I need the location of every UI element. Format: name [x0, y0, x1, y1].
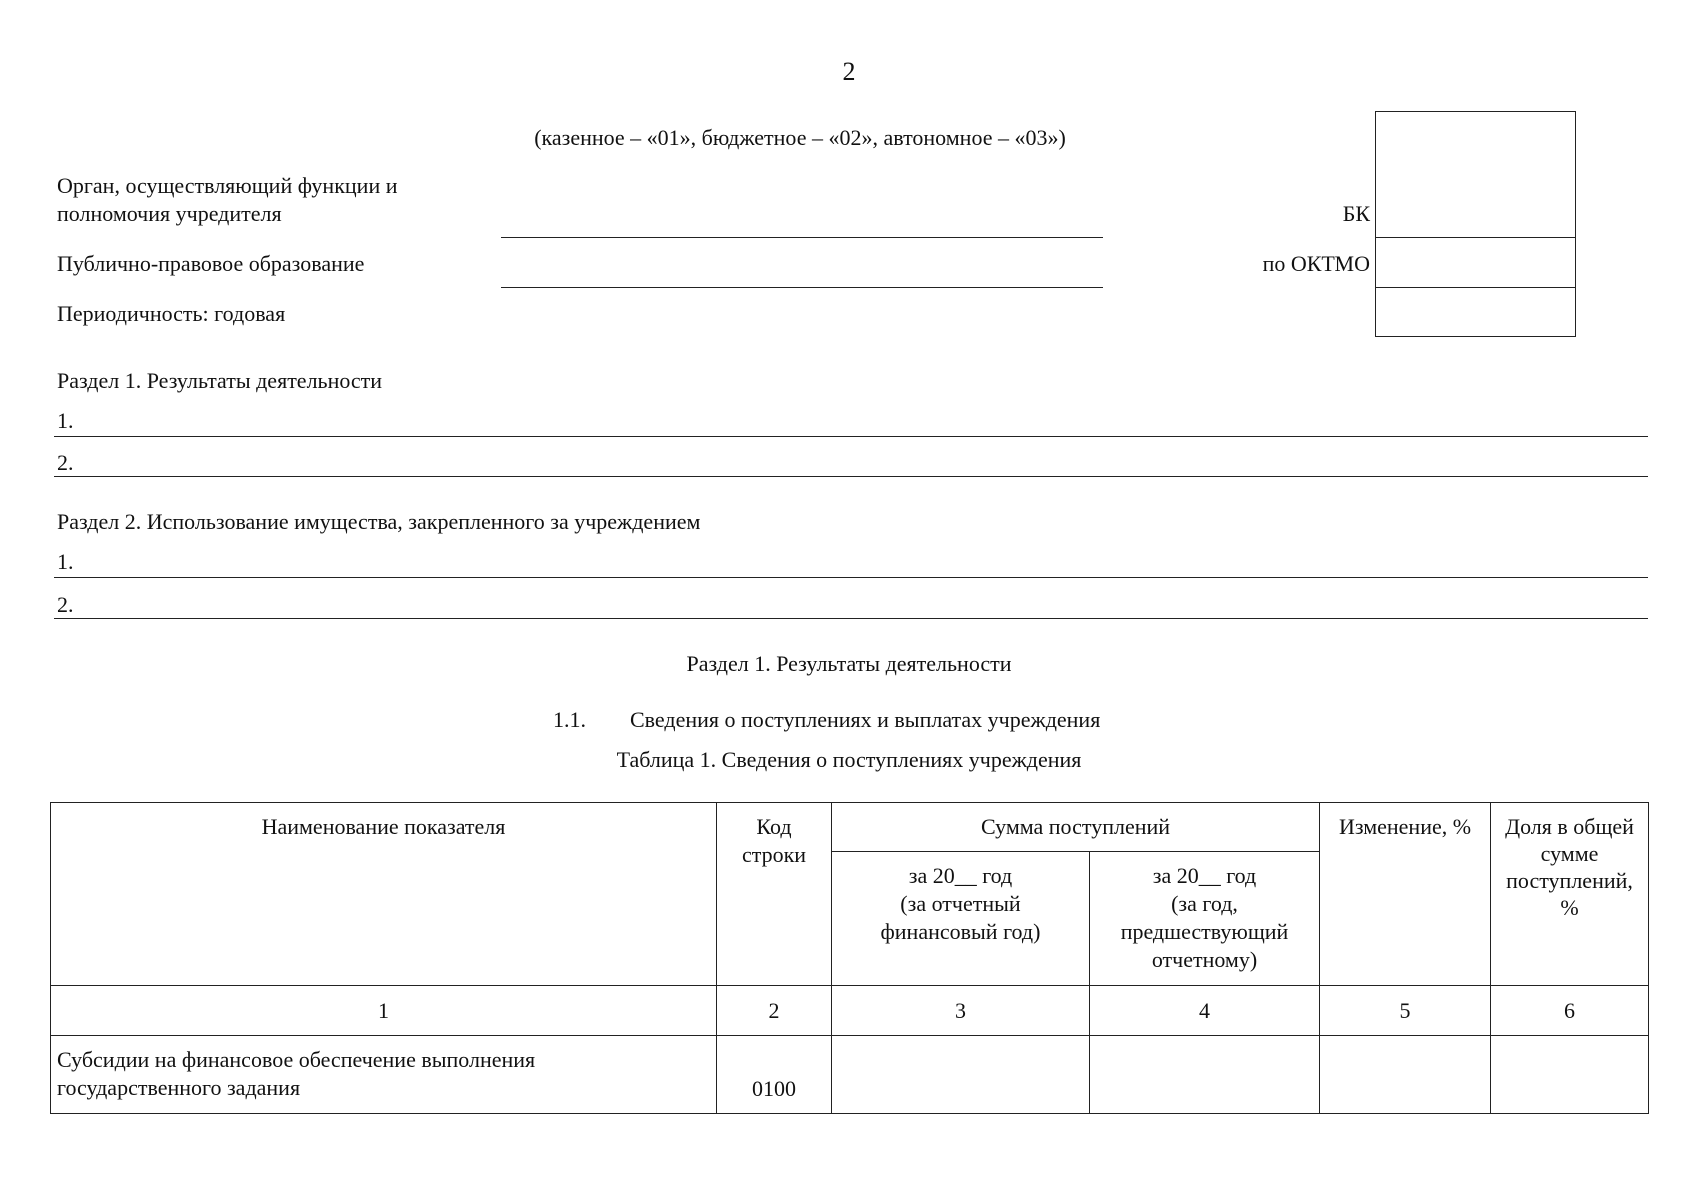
header-previous-year-line: за 20__ год: [1152, 863, 1257, 888]
row-previous-year-cell[interactable]: [1090, 1036, 1320, 1114]
contents-section1-item: 2.: [57, 450, 74, 475]
column-number: 6: [1491, 986, 1649, 1036]
header-change: [1320, 803, 1491, 986]
row-name-cell: [51, 1036, 717, 1114]
code-box-divider: [1376, 237, 1575, 238]
founder-label-line1: Орган, осуществляющий функции и: [57, 173, 398, 198]
founder-input-line[interactable]: [501, 237, 1103, 238]
founder-label-line2: полномочия учредителя: [57, 201, 282, 226]
bk-code-label: БК: [1342, 201, 1370, 226]
header-previous-year-line: (за год,: [1171, 891, 1238, 916]
column-number: 3: [832, 986, 1090, 1036]
contents-section1-item: 1.: [57, 408, 74, 433]
contents-line: [54, 577, 1648, 578]
row-code-cell: 0100: [717, 1036, 832, 1114]
contents-line: [54, 436, 1648, 437]
header-share-line: Доля в общей: [1505, 814, 1634, 839]
header-previous-year: [1090, 852, 1320, 986]
column-number: 5: [1320, 986, 1491, 1036]
header-code: [717, 803, 832, 986]
table-caption: Таблица 1. Сведения о поступлениях учреждения: [616, 747, 1082, 772]
column-number: 1: [51, 986, 717, 1036]
header-change-text: Изменение, %: [1338, 814, 1472, 839]
header-code-line: Код: [756, 814, 792, 839]
contents-line: [54, 618, 1648, 619]
row-name-line: Субсидии на финансовое обеспечение выполнения: [57, 1047, 536, 1072]
page-number: 2: [842, 57, 856, 86]
row-name-line: государственного задания: [57, 1075, 301, 1100]
header-sum-text: Сумма поступлений: [980, 814, 1171, 839]
code-box: [1375, 111, 1576, 337]
receipts-table: [50, 802, 1649, 1114]
contents-section2-item: 1.: [57, 549, 74, 574]
header-share: [1491, 803, 1649, 986]
contents-section2-item: 2.: [57, 592, 74, 617]
row-current-year-cell[interactable]: [832, 1036, 1090, 1114]
header-sum: [832, 803, 1320, 852]
header-previous-year-line: отчетному): [1151, 947, 1258, 972]
contents-line: [54, 476, 1648, 477]
oktmo-code-label: по ОКТМО: [1262, 251, 1370, 276]
contents-section1-title: Раздел 1. Результаты деятельности: [57, 368, 383, 393]
header-code-line: строки: [741, 842, 807, 867]
periodicity-label: Периодичность: годовая: [57, 301, 286, 326]
subsection-number: 1.1.: [553, 707, 586, 732]
municipality-input-line[interactable]: [501, 287, 1103, 288]
row-share-cell[interactable]: [1491, 1036, 1649, 1114]
header-current-year: [832, 852, 1090, 986]
header-share-line: поступлений,: [1506, 868, 1633, 893]
row-change-cell[interactable]: [1320, 1036, 1491, 1114]
contents-section2-title: Раздел 2. Использование имущества, закрепленного за учреждением: [57, 509, 701, 534]
section-heading: Раздел 1. Результаты деятельности: [686, 651, 1012, 676]
header-share-line: %: [1560, 895, 1579, 920]
header-current-year-line: за 20__ год: [908, 863, 1013, 888]
institution-type-note: (казенное – «01», бюджетное – «02», автономное – «03»): [534, 125, 1066, 150]
column-number: 2: [717, 986, 832, 1036]
header-name-text: Наименование показателя: [261, 814, 506, 839]
header-share-line: сумме: [1540, 841, 1599, 866]
municipality-label: Публично-правовое образование: [57, 251, 365, 276]
code-box-divider: [1376, 287, 1575, 288]
header-current-year-line: финансовый год): [880, 919, 1041, 944]
table-row: [51, 1036, 1649, 1114]
column-number: 4: [1090, 986, 1320, 1036]
header-previous-year-line: предшествующий: [1120, 919, 1289, 944]
header-name: [51, 803, 717, 986]
header-current-year-line: (за отчетный: [900, 891, 1021, 916]
subsection-title: Сведения о поступлениях и выплатах учреждения: [630, 707, 1101, 732]
